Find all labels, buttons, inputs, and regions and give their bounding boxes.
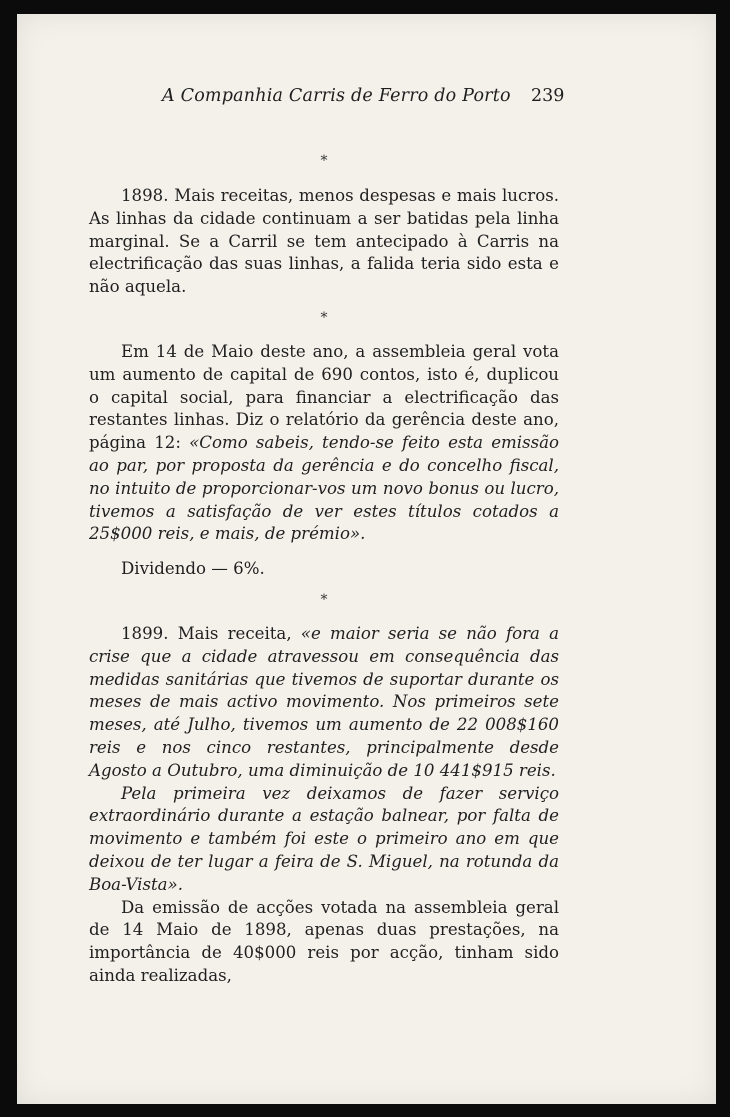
running-title: A Companhia Carris de Ferro do Porto (162, 86, 511, 106)
crise-quote: «e maior seria se não fora a crise que a cidade atravessou em consequência das medidas sanitárias que tivemos de suportar durante os meses de mais activo movimento. Nos primeiros sete meses, até Julho, tivemos um aumento de 22 008$160 reis e nos cinco restantes, principalmente desde Agosto a Outubro, uma diminuição de 10 441$915 reis. (89, 623, 559, 780)
paragraph-1899-lead: 1899. Mais receita, (121, 623, 301, 643)
paragraph-balnear (89, 783, 559, 897)
page-number: 239 (531, 86, 565, 106)
running-header (0, 86, 730, 108)
paragraph-maio-intro: Em 14 de Maio deste ano, a assembleia geral vota um aumento de capital de 690 contos, isto é, duplicou o capital social, para financiar a electrificação das restantes linhas. Diz o relatório da gerência deste ano, página 12: (89, 341, 559, 453)
dividend-line: Dividendo — 6%. (121, 559, 265, 579)
paragraph-1898: 1898. Mais receitas, menos despesas e mais lucros. As linhas da cidade continuam a ser batidas pela linha marginal. Se a Carril se tem antecipado à Carris na electrificação das suas linhas, a falida teria sido esta e não aquela. (89, 186, 559, 297)
section-separator: * (320, 309, 328, 326)
paragraph-emissao: Da emissão de acções votada na assembleia geral de 14 Maio de 1898, apenas duas prestações, na importância de 40$000 reis por acção, tinham sido ainda realizadas, (89, 897, 559, 985)
page-body (89, 150, 559, 988)
paragraph-1899 (89, 623, 559, 783)
relatorio-quote: «Como sabeis, tendo-se feito esta emissão ao par, por proposta da gerência e do concelho fiscal, no intuito de proporcionar-vos um novo bonus ou lucro, tivemos a satisfação de ver estes títulos cotados a 25$000 reis, e mais, de prémio». (89, 433, 560, 544)
paragraph-maio (89, 341, 559, 546)
balnear-quote: Pela primeira vez deixamos de fazer serviço extraordinário durante a estação balnear, por falta de movimento e também foi este o primeiro ano em que deixou de ter lugar a feira de S. Miguel, na rotunda da Boa-Vista». (89, 783, 559, 894)
spacer (89, 546, 559, 558)
section-separator: * (320, 153, 328, 169)
section-separator: * (320, 591, 328, 608)
